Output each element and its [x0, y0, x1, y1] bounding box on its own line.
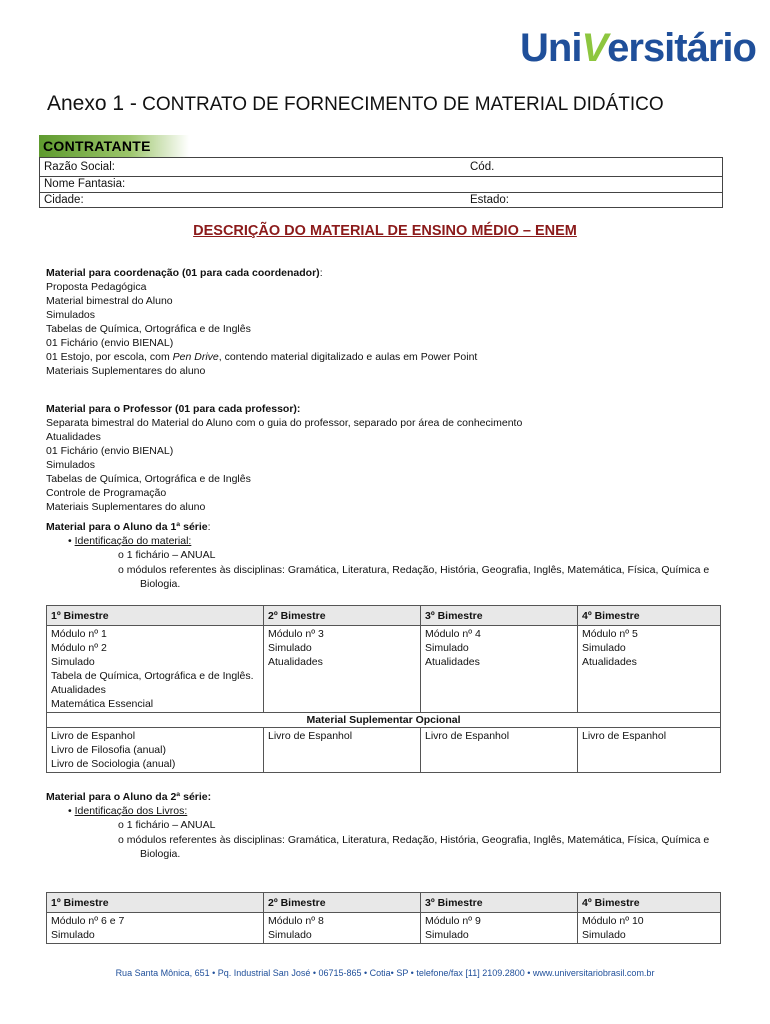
table-row [47, 728, 721, 773]
estojo-text-italic: Pen Drive [172, 351, 219, 363]
estojo-text-a: 01 Estojo, por escola, com [46, 351, 173, 363]
list-item: Separata bimestral do Material do Aluno com o guia do professor, separado por área de conhecimento [46, 417, 523, 429]
supl-title: Material Suplementar Opcional [47, 713, 721, 728]
table-row [47, 913, 721, 944]
logo-text-uni: Uni [520, 26, 582, 70]
table-header: 1º Bimestre [47, 606, 264, 626]
serie2-sub1: o 1 fichário – ANUAL [118, 819, 216, 831]
serie2-table [46, 892, 721, 944]
table-cell [421, 728, 578, 773]
serie1-title-row [46, 520, 211, 534]
cell-line: Simulado [51, 929, 95, 941]
cell-line: Simulado [425, 642, 469, 654]
cell-line: Módulo nº 5 [582, 628, 638, 640]
cidade-label: Cidade: [44, 194, 84, 206]
professor-block [46, 402, 522, 514]
cell-line: Simulado [582, 929, 626, 941]
cell-line: Livro de Espanhol [268, 730, 353, 742]
table-cell [421, 626, 578, 713]
serie1-bullet: • Identificação do material: [68, 535, 192, 547]
cell-line: Tabela de Química, Ortográfica e de Inglês. [51, 670, 254, 682]
list-item: Materiais Suplementares do aluno [46, 365, 206, 377]
cell-line: Módulo nº 3 [268, 628, 324, 640]
logo-text-ersitario: ersitário [607, 26, 756, 70]
list-item: Material bimestral do Aluno [46, 295, 173, 307]
table-header-row [47, 606, 721, 626]
logo-text-v: V [581, 26, 608, 70]
table-header-row [47, 893, 721, 913]
cell-line: Livro de Espanhol [425, 730, 510, 742]
serie2-bullet: • Identificação dos Livros: [68, 805, 188, 817]
serie2-sub2: o módulos referentes às disciplinas: Gramática, Literatura, Redação, História, Geografia, Inglês, Matemática, Física, Química e [118, 834, 710, 846]
list-item: Proposta Pedagógica [46, 281, 147, 293]
serie1-sub2b: Biologia. [140, 578, 181, 590]
professor-title: Material para o Professor (01 para cada professor): [46, 403, 301, 415]
table-header: 2º Bimestre [264, 893, 421, 913]
estojo-text-b: , contendo material digitalizado e aulas em Power Point [218, 351, 478, 363]
table-header: 1º Bimestre [47, 893, 264, 913]
serie1-table [46, 605, 721, 773]
table-cell [264, 728, 421, 773]
cod-label: Cód. [470, 161, 495, 173]
serie1-sub2: o módulos referentes às disciplinas: Gramática, Literatura, Redação, História, Geografia, Inglês, Matemática, Física, Química e [118, 564, 710, 576]
form-row-fantasia [40, 177, 722, 193]
table-cell [264, 913, 421, 944]
table-cell [264, 626, 421, 713]
page-title [47, 92, 664, 116]
coordenacao-block [46, 266, 477, 378]
cell-line: Atualidades [582, 656, 637, 668]
cell-line: Módulo nº 8 [268, 915, 324, 927]
list-item: Tabelas de Química, Ortográfica e de Inglês [46, 323, 251, 335]
table-header: 4º Bimestre [578, 893, 721, 913]
cell-line: Módulo nº 4 [425, 628, 481, 640]
razao-social-label: Razão Social: [44, 161, 115, 173]
cell-line: Módulo nº 6 e 7 [51, 915, 125, 927]
table-cell [47, 913, 264, 944]
serie1-sub1-text: 1 fichário – ANUAL [126, 549, 216, 561]
list-item: Simulados [46, 309, 96, 321]
table-header: 2º Bimestre [264, 606, 421, 626]
section-heading: DESCRIÇÃO DO MATERIAL DE ENSINO MÉDIO – ENEM [193, 223, 577, 239]
serie1-title: Material para o Aluno da 1ª série [46, 521, 208, 533]
list-item: Tabelas de Química, Ortográfica e de Inglês [46, 473, 251, 485]
table-cell [421, 913, 578, 944]
form-row-cidade [40, 193, 722, 209]
cell-line: Módulo nº 2 [51, 642, 107, 654]
estado-label: Estado: [470, 194, 509, 206]
cell-line: Módulo nº 1 [51, 628, 107, 640]
contratante-section-bar [39, 135, 189, 157]
table-header: 4º Bimestre [578, 606, 721, 626]
universitario-logo [520, 22, 756, 82]
list-item: Controle de Programação [46, 487, 167, 499]
table-cell [578, 913, 721, 944]
table-header: 3º Bimestre [421, 606, 578, 626]
title-text: CONTRATO DE FORNECIMENTO DE MATERIAL DIDÁTICO [142, 94, 664, 115]
nome-fantasia-label: Nome Fantasia: [44, 178, 126, 190]
cell-line: Livro de Sociologia (anual) [51, 758, 176, 770]
list-item-estojo [46, 350, 477, 364]
cell-line: Módulo nº 9 [425, 915, 481, 927]
serie1-sub1: o 1 fichário – ANUAL [118, 549, 216, 561]
coordenacao-title: Material para coordenação (01 para cada coordenador) [46, 267, 320, 279]
cell-line: Simulado [425, 929, 469, 941]
form-row-razao [40, 160, 722, 177]
contratante-form [39, 157, 723, 208]
cell-line: Livro de Espanhol [51, 730, 136, 742]
cell-line: Livro de Filosofia (anual) [51, 744, 166, 756]
cell-line: Livro de Espanhol [582, 730, 667, 742]
section-label: CONTRATANTE [43, 138, 151, 154]
table-row-supl-title [47, 713, 721, 728]
cell-line: Atualidades [268, 656, 323, 668]
cell-line: Módulo nº 10 [582, 915, 644, 927]
serie2-sub2b: Biologia. [140, 848, 181, 860]
cell-line: Simulado [582, 642, 626, 654]
table-cell [47, 728, 264, 773]
table-header: 3º Bimestre [421, 893, 578, 913]
table-row [47, 626, 721, 713]
cell-line: Simulado [51, 656, 95, 668]
serie1-title-suffix: : [207, 521, 211, 533]
serie2-bullet-text: Identificação dos Livros: [74, 805, 188, 817]
serie1-bullet-text: Identificação do material: [74, 535, 192, 547]
page-footer: Rua Santa Mônica, 651 • Pq. Industrial San José • 06715-865 • Cotia• SP • telefone/fax [11] 2109.2800 • www.universitariobrasil.com.br [115, 968, 655, 978]
cell-line: Simulado [268, 929, 312, 941]
coordenacao-title-suffix: : [319, 267, 323, 279]
cell-line: Simulado [268, 642, 312, 654]
serie1-sub2-text: módulos referentes às disciplinas: Gramática, Literatura, Redação, História, Geografia, Inglês, Matemática, Física, Química e [126, 564, 710, 576]
cell-line: Matemática Essencial [51, 698, 154, 710]
list-item: Materiais Suplementares do aluno [46, 501, 206, 513]
table-cell [578, 728, 721, 773]
title-prefix: Anexo 1 - [47, 92, 137, 115]
list-item: Atualidades [46, 431, 101, 443]
table-cell [578, 626, 721, 713]
cell-line: Atualidades [51, 684, 106, 696]
table-cell [47, 626, 264, 713]
serie2-title-row [46, 790, 211, 804]
list-item: Simulados [46, 459, 96, 471]
serie2-sub1-text: 1 fichário – ANUAL [126, 819, 216, 831]
cell-line: Atualidades [425, 656, 480, 668]
serie2-title: Material para o Aluno da 2ª série: [46, 791, 212, 803]
serie2-sub2-text: módulos referentes às disciplinas: Gramática, Literatura, Redação, História, Geografia, Inglês, Matemática, Física, Química e [126, 834, 710, 846]
list-item: 01 Fichário (envio BIENAL) [46, 445, 174, 457]
list-item: 01 Fichário (envio BIENAL) [46, 337, 174, 349]
